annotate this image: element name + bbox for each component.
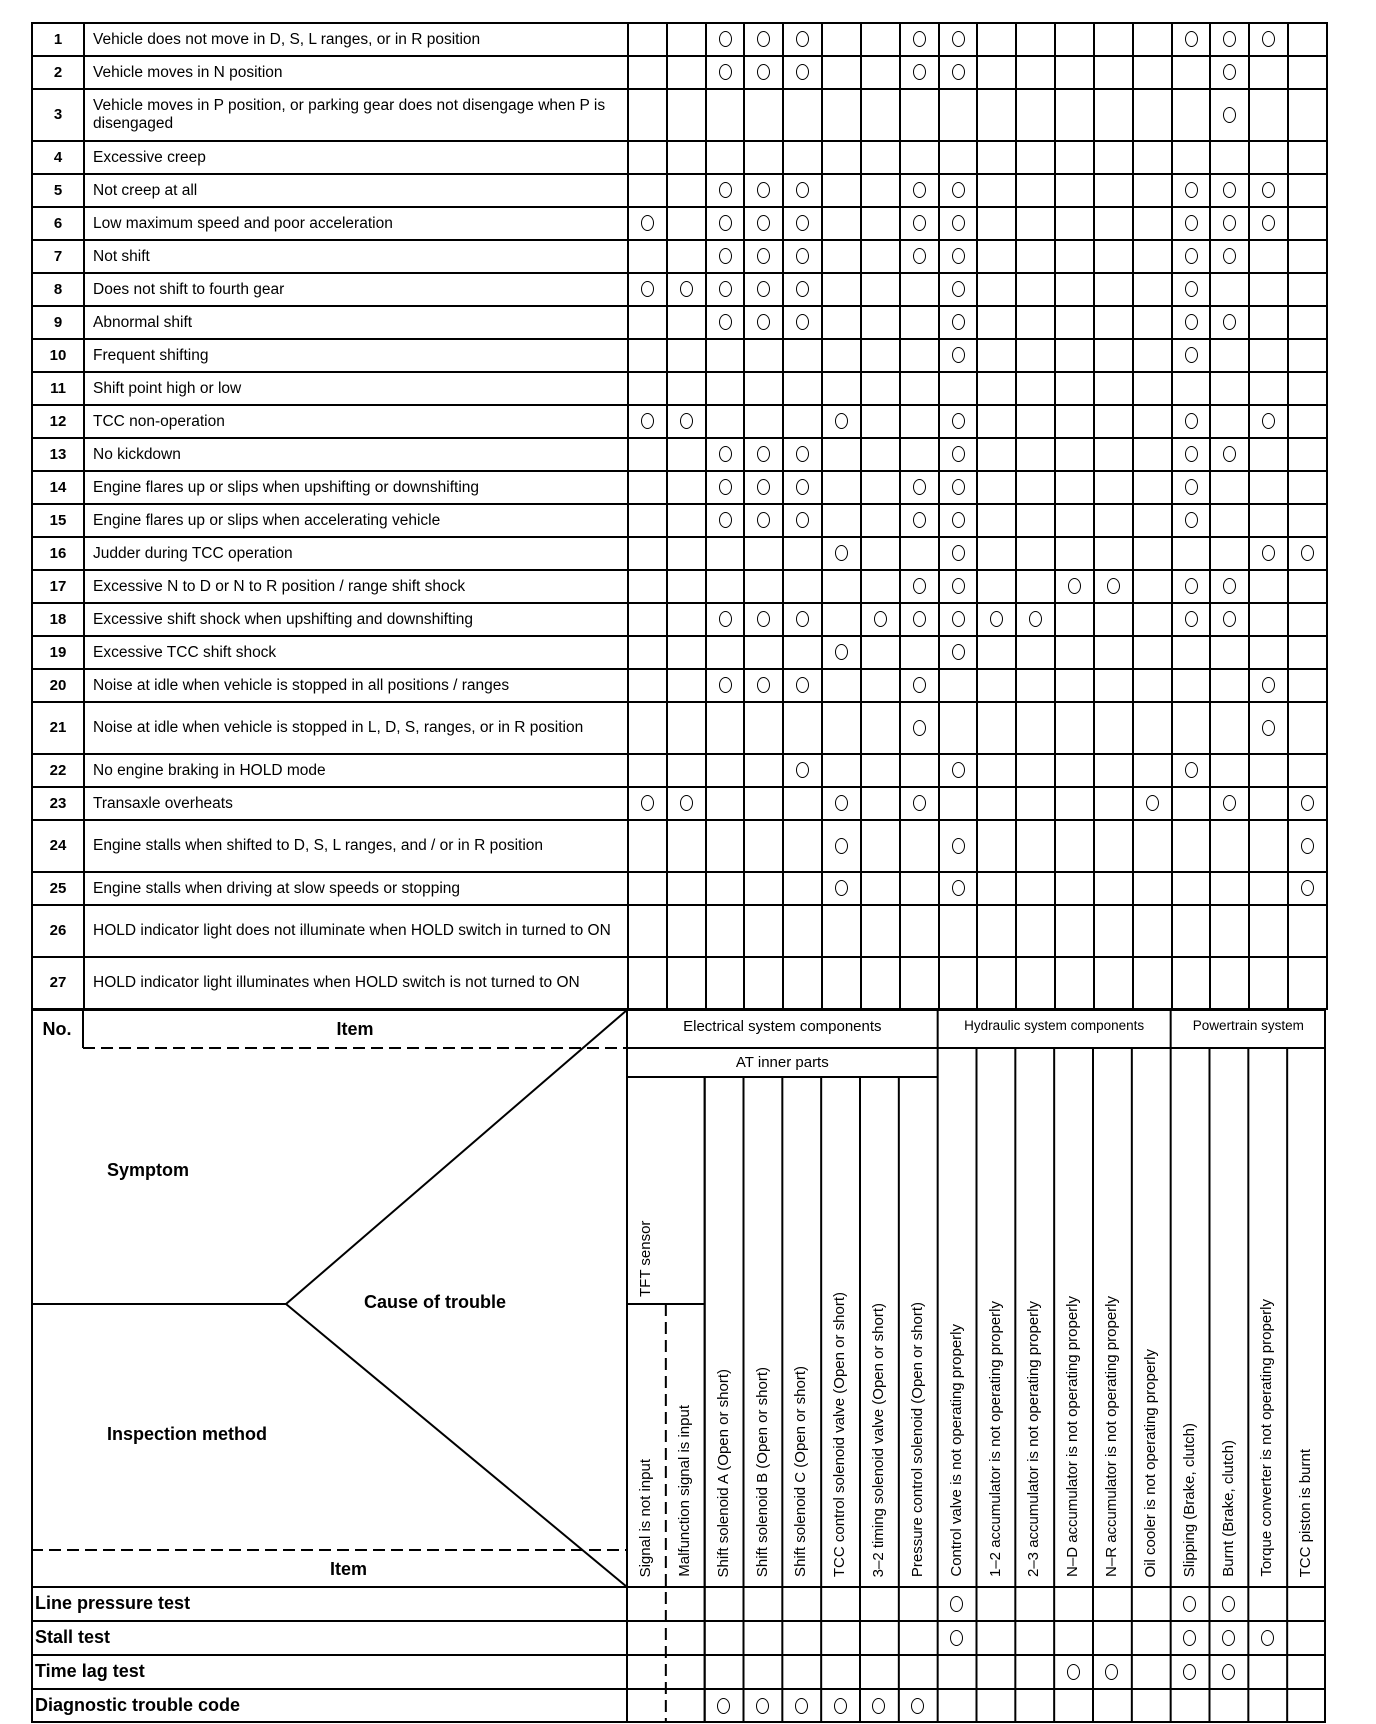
symptom-number: 4	[32, 141, 84, 174]
symptom-number: 20	[32, 669, 84, 702]
symptom-text: Does not shift to fourth gear	[84, 273, 628, 306]
label-cause-of-trouble: Cause of trouble	[364, 1292, 507, 1312]
symptom-number: 5	[32, 174, 84, 207]
column-header-cause: Oil cooler is not operating properly	[1141, 1348, 1159, 1577]
symptom-text: Vehicle moves in N position	[84, 56, 628, 89]
inspection-method-label: Line pressure test	[35, 1593, 191, 1613]
diagonal-line	[286, 1010, 627, 1304]
symptom-number: 26	[32, 905, 84, 957]
symptom-text: Engine flares up or slips when accelerating vehicle	[84, 504, 628, 537]
symptom-text: No engine braking in HOLD mode	[84, 754, 628, 787]
column-header-cause: Slipping (Brake, clutch)	[1180, 1422, 1198, 1577]
column-header-cause: Shift solenoid C (Open or short)	[792, 1366, 810, 1577]
column-header-cause: 2–3 accumulator is not operating properly	[1025, 1301, 1043, 1577]
symptom-text: HOLD indicator light does not illuminate when HOLD switch in turned to ON	[84, 905, 628, 957]
symptom-number: 17	[32, 570, 84, 603]
column-header-cause: Shift solenoid A (Open or short)	[714, 1368, 732, 1577]
column-header-cause: N–R accumulator is not operating properly	[1103, 1296, 1120, 1577]
symptom-text: Shift point high or low	[84, 372, 628, 405]
symptom-text: Engine stalls when shifted to D, S, L ranges, and / or in R position	[84, 820, 628, 872]
symptom-text: Vehicle moves in P position, or parking gear does not disengage when P is disengaged	[84, 89, 628, 141]
symptom-text: Engine stalls when driving at slow speeds or stopping	[84, 872, 628, 905]
symptom-number: 9	[32, 306, 84, 339]
column-header-cause: Torque converter is not operating properly	[1258, 1299, 1276, 1577]
column-header-cause: TCC control solenoid valve (Open or short)	[831, 1291, 849, 1577]
column-header-cause: Signal is not input	[637, 1458, 654, 1577]
column-header-cause: 1–2 accumulator is not operating properly	[986, 1301, 1004, 1577]
group-electrical: Electrical system components	[683, 1018, 882, 1035]
symptom-text: Transaxle overheats	[84, 787, 628, 820]
circle-mark-icon	[1222, 1664, 1235, 1680]
symptom-text: Excessive creep	[84, 141, 628, 174]
inspection-method-label: Stall test	[35, 1627, 111, 1647]
symptom-number: 21	[32, 702, 84, 754]
symptom-number: 23	[32, 787, 84, 820]
column-header-cause: Burnt (Brake, clutch)	[1219, 1440, 1237, 1577]
symptom-number: 18	[32, 603, 84, 636]
symptom-text: Judder during TCC operation	[84, 537, 628, 570]
column-header-cause: 3–2 timing solenoid valve (Open or short)	[870, 1302, 887, 1577]
symptom-text: Abnormal shift	[84, 306, 628, 339]
label-inspection-method: Inspection method	[107, 1424, 268, 1444]
symptom-text: Excessive TCC shift shock	[84, 636, 628, 669]
label-at-inner-parts: AT inner parts	[735, 1054, 829, 1071]
circle-mark-icon	[1183, 1630, 1196, 1646]
circle-mark-icon	[795, 1698, 808, 1714]
symptom-number: 7	[32, 240, 84, 273]
header-no: No.	[42, 1019, 72, 1039]
inspection-method-label: Time lag test	[35, 1661, 145, 1681]
symptom-text: Engine flares up or slips when upshifting or downshifting	[84, 471, 628, 504]
circle-mark-icon	[717, 1698, 730, 1714]
column-header-cause: Pressure control solenoid (Open or short)	[908, 1301, 926, 1577]
circle-mark-icon	[1183, 1596, 1196, 1612]
label-item-bottom: Item	[330, 1559, 368, 1579]
symptom-number: 13	[32, 438, 84, 471]
symptom-number: 16	[32, 537, 84, 570]
symptom-number: 2	[32, 56, 84, 89]
header-item: Item	[336, 1019, 374, 1039]
symptom-number: 6	[32, 207, 84, 240]
symptom-number: 15	[32, 504, 84, 537]
symptom-text: HOLD indicator light illuminates when HOLD switch is not turned to ON	[84, 957, 628, 1009]
symptom-text: Low maximum speed and poor acceleration	[84, 207, 628, 240]
column-header-cause: Control valve is not operating properly	[947, 1324, 965, 1577]
symptom-number: 22	[32, 754, 84, 787]
group-hydraulic: Hydraulic system components	[964, 1018, 1145, 1033]
symptom-text: Not creep at all	[84, 174, 628, 207]
circle-mark-icon	[1067, 1664, 1080, 1680]
symptom-number: 3	[32, 89, 84, 141]
label-tft-sensor: TFT sensor	[637, 1220, 654, 1297]
column-header-cause: N–D accumulator is not operating properly	[1064, 1296, 1082, 1577]
diagonal-line	[286, 1304, 627, 1587]
symptom-number: 12	[32, 405, 84, 438]
symptom-number: 27	[32, 957, 84, 1009]
label-symptom: Symptom	[107, 1160, 190, 1180]
circle-mark-icon	[1222, 1596, 1235, 1612]
symptom-text: Vehicle does not move in D, S, L ranges, or in R position	[84, 23, 628, 56]
symptom-number: 19	[32, 636, 84, 669]
circle-mark-icon	[834, 1698, 847, 1714]
symptom-text: Noise at idle when vehicle is stopped in L, D, S, ranges, or in R position	[84, 702, 628, 754]
symptom-text: TCC non-operation	[84, 405, 628, 438]
symptom-text: Excessive shift shock when upshifting and downshifting	[84, 603, 628, 636]
symptom-number: 24	[32, 820, 84, 872]
circle-mark-icon	[756, 1698, 769, 1714]
troubleshooting-matrix	[31, 22, 1326, 1723]
circle-mark-icon	[1222, 1630, 1235, 1646]
symptom-text: Frequent shifting	[84, 339, 628, 372]
column-header-cause: Shift solenoid B (Open or short)	[753, 1366, 771, 1577]
circle-mark-icon	[950, 1596, 963, 1612]
group-powertrain: Powertrain system	[1192, 1018, 1304, 1033]
circle-mark-icon	[1261, 1630, 1274, 1646]
symptom-number: 1	[32, 23, 84, 56]
symptom-number: 8	[32, 273, 84, 306]
symptom-number: 14	[32, 471, 84, 504]
inspection-method-label: Diagnostic trouble code	[35, 1695, 241, 1715]
column-header-cause: TCC piston is burnt	[1297, 1448, 1315, 1577]
symptom-number: 10	[32, 339, 84, 372]
symptom-text: No kickdown	[84, 438, 628, 471]
symptom-text: Not shift	[84, 240, 628, 273]
symptom-text: Noise at idle when vehicle is stopped in all positions / ranges	[84, 669, 628, 702]
circle-mark-icon	[950, 1630, 963, 1646]
circle-mark-icon	[1183, 1664, 1196, 1680]
symptom-text: Excessive N to D or N to R position / range shift shock	[84, 570, 628, 603]
symptom-number: 11	[32, 372, 84, 405]
column-header-cause: Malfunction signal is input	[675, 1405, 693, 1577]
symptom-number: 25	[32, 872, 84, 905]
